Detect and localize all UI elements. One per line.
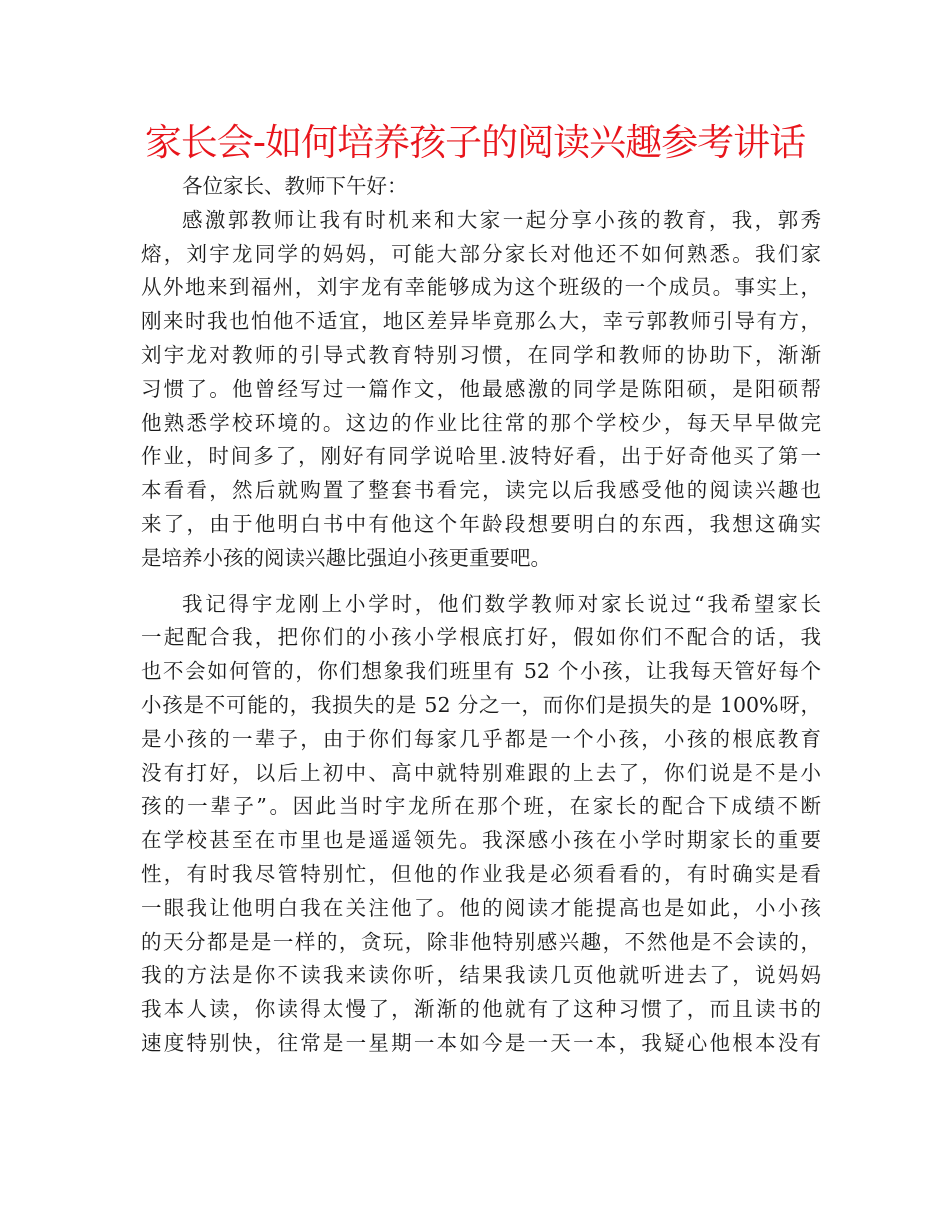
text-line: 作业，时间多了，刚好有同学说哈里.波特好看，出于好奇他买了第一 bbox=[141, 444, 821, 469]
text-line: 刚来时我也怕他不适宜，地区差异毕竟那么大，幸亏郭教师引导有方， bbox=[141, 309, 821, 334]
greeting-line: 各位家长、教师下午好： bbox=[182, 174, 408, 198]
text-line: 一起配合我，把你们的小孩小学根底打好，假如你们不配合的话，我 bbox=[141, 625, 821, 650]
text-line: 是培养小孩的阅读兴趣比强迫小孩更重要吧。 bbox=[141, 545, 551, 570]
paragraph-2 bbox=[141, 588, 821, 1061]
text-line: 速度特别快，往常是一星期一本如今是一天一本，我疑心他根本没有 bbox=[141, 1030, 821, 1055]
text-line: 熔，刘宇龙同学的妈妈，可能大部分家长对他还不如何熟悉。我们家 bbox=[141, 241, 821, 266]
text-line: 感激郭教师让我有时机来和大家一起分享小孩的教育，我，郭秀 bbox=[182, 207, 821, 232]
text-line: 他熟悉学校环境的。这边的作业比往常的那个学校少，每天早早做完 bbox=[141, 410, 821, 435]
text-line: 一眼我让他明白我在关注他了。他的阅读才能提高也是如此，小小孩 bbox=[141, 895, 821, 920]
text-line: 孩的一辈子”。因此当时宇龙所在那个班，在家长的配合下成绩不断 bbox=[141, 794, 821, 819]
text-line: 也不会如何管的，你们想象我们班里有 52 个小孩，让我每天管好每个 bbox=[141, 659, 821, 684]
text-line: 来了，由于他明白书中有他这个年龄段想要明白的东西，我想这确实 bbox=[141, 511, 821, 536]
paragraph-1 bbox=[141, 204, 821, 576]
paragraph-spacer bbox=[141, 576, 821, 588]
document-title: 家长会-如何培养孩子的阅读兴趣参考讲话 bbox=[144, 121, 806, 164]
text-line: 没有打好，以后上初中、高中就特别难跟的上去了，你们说是不是小 bbox=[141, 760, 821, 785]
text-line: 的天分都是是一样的，贪玩，除非他特别感兴趣，不然他是不会读的， bbox=[141, 929, 821, 954]
text-line: 我本人读，你读得太慢了，渐渐的他就有了这种习惯了，而且读书的 bbox=[141, 997, 821, 1022]
text-line: 本看看，然后就购置了整套书看完，读完以后我感受他的阅读兴趣也 bbox=[141, 478, 821, 503]
text-line: 从外地来到福州，刘宇龙有幸能够成为这个班级的一个成员。事实上， bbox=[141, 275, 821, 300]
text-line: 习惯了。他曾经写过一篇作文，他最感激的同学是陈阳硕，是阳硕帮 bbox=[141, 376, 821, 401]
text-line: 小孩是不可能的，我损失的是 52 分之一，而你们是损失的是 100%呀， bbox=[141, 692, 821, 717]
text-line: 在学校甚至在市里也是遥遥领先。我深感小孩在小学时期家长的重要 bbox=[141, 828, 821, 853]
text-line: 性，有时我尽管特别忙，但他的作业我是必须看看的，有时确实是看 bbox=[141, 861, 821, 886]
text-line: 是小孩的一辈子，由于你们每家几乎都是一个小孩，小孩的根底教育 bbox=[141, 726, 821, 751]
text-line: 我的方法是你不读我来读你听，结果我读几页他就听进去了，说妈妈 bbox=[141, 963, 821, 988]
text-line: 我记得宇龙刚上小学时，他们数学教师对家长说过“我希望家长 bbox=[182, 591, 821, 616]
document-body bbox=[141, 170, 821, 1061]
text-line: 刘宇龙对教师的引导式教育特别习惯，在同学和教师的协助下，渐渐 bbox=[141, 342, 821, 367]
